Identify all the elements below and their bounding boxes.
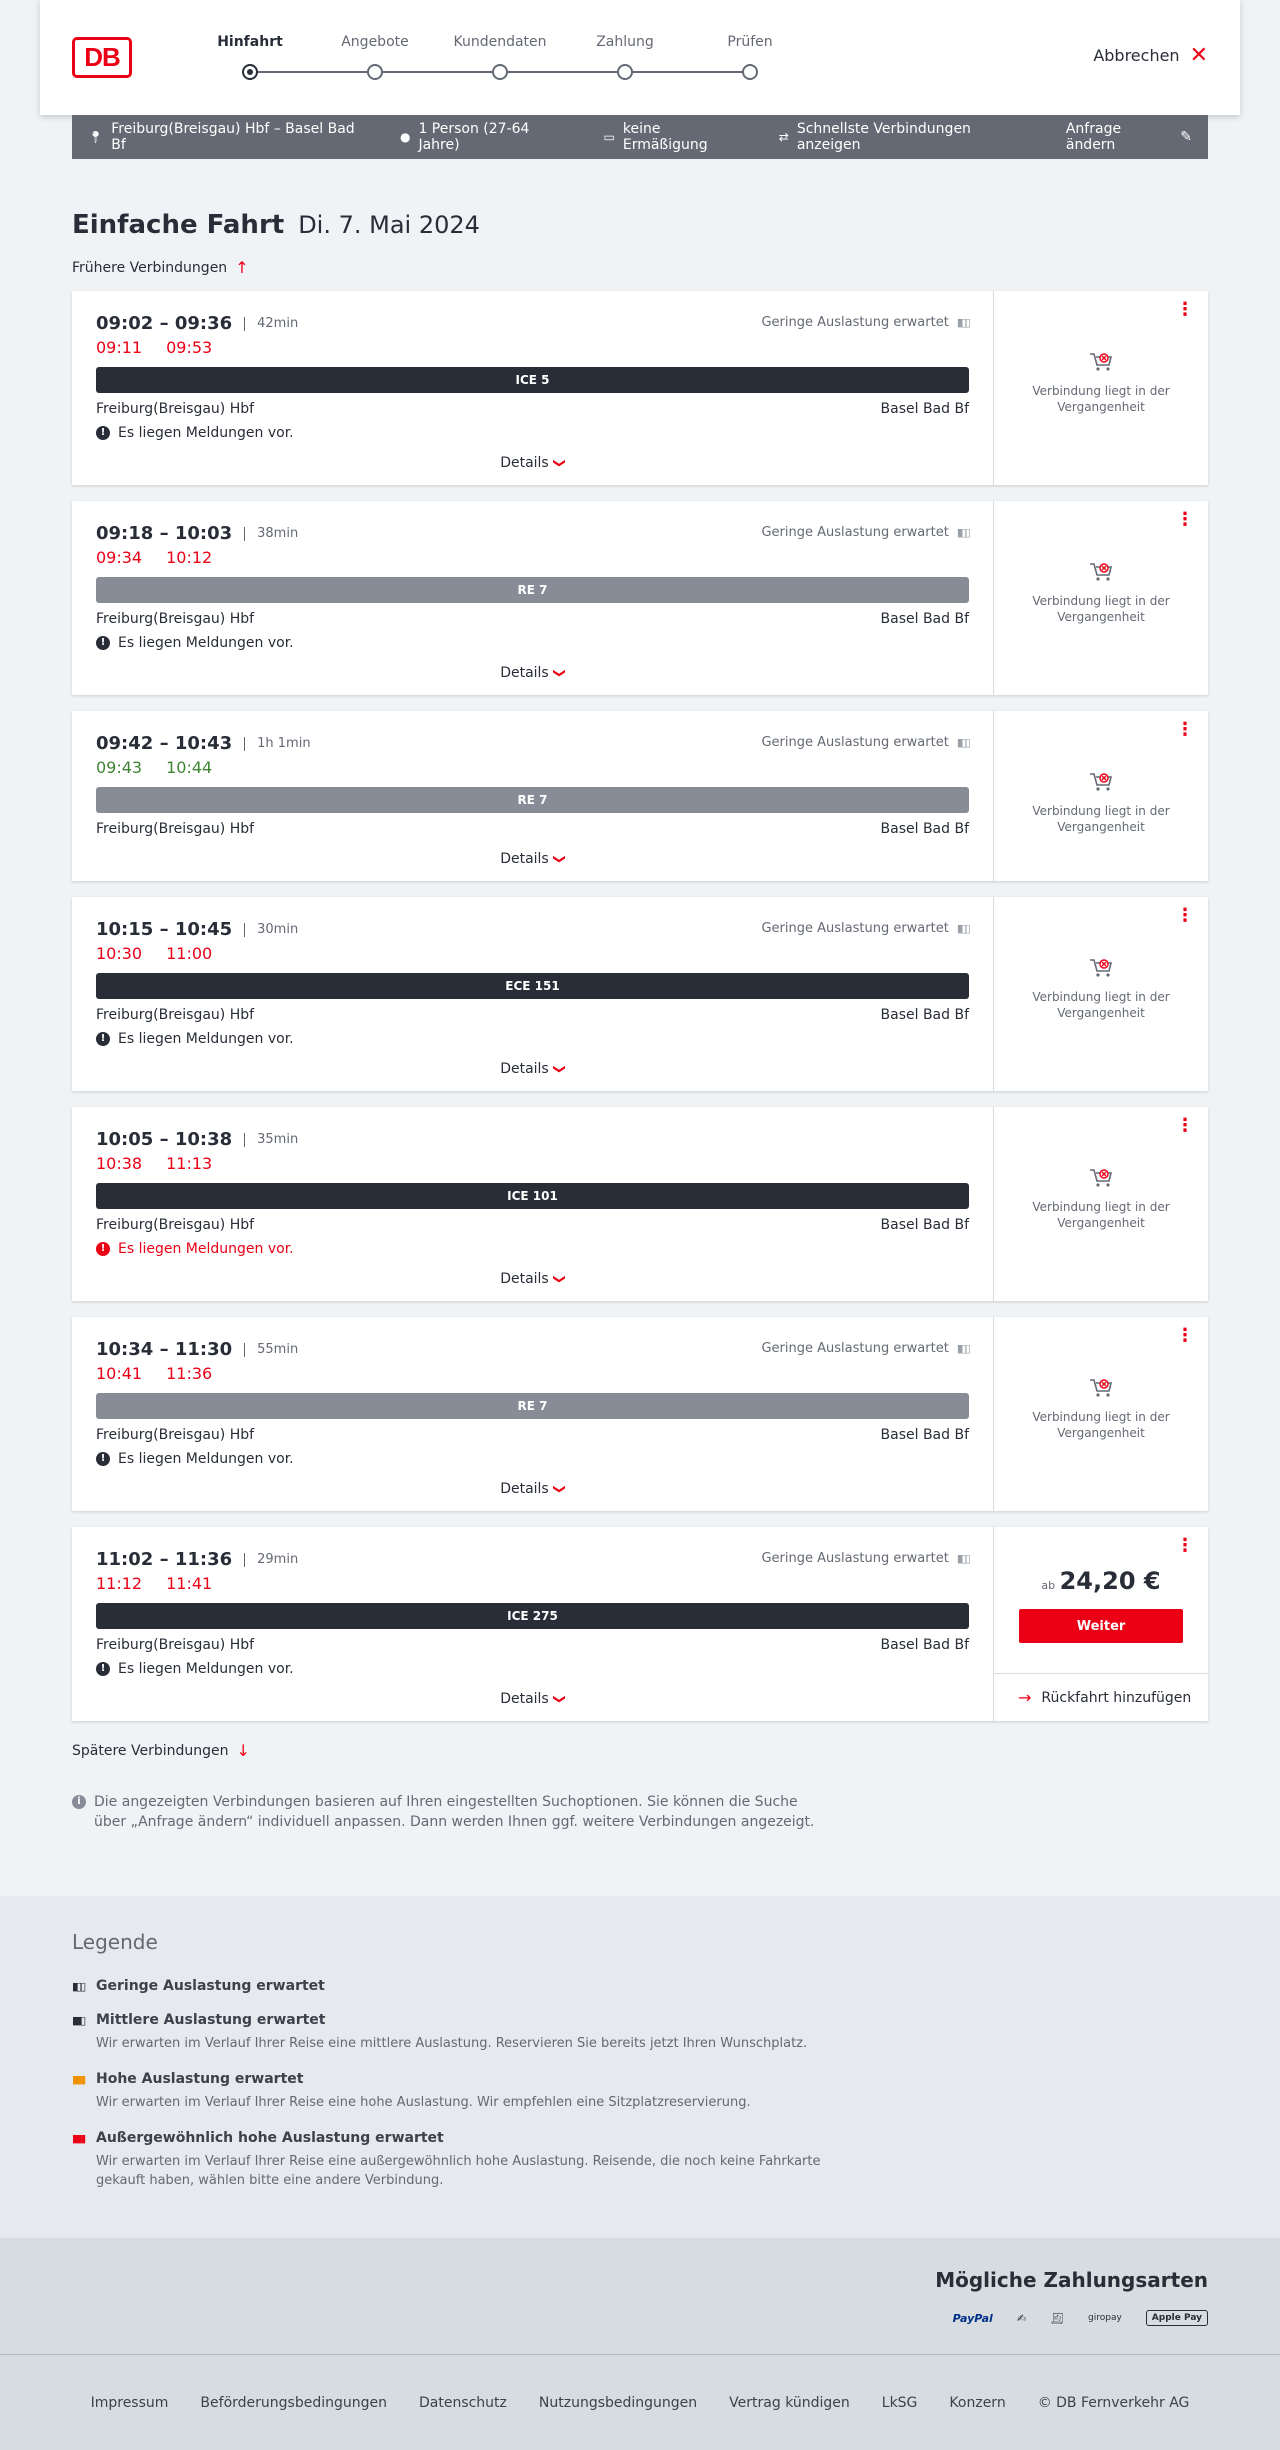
- chevron-down-icon: ❯: [552, 1693, 567, 1705]
- earlier-connections-link[interactable]: [72, 258, 1208, 277]
- bahncard-icon: ▭: [603, 130, 615, 144]
- planned-times: 09:42 – 10:43: [96, 733, 233, 754]
- legend-name: Hohe Auslastung erwartet: [96, 2071, 304, 2087]
- more-options-icon[interactable]: ⋮: [1176, 905, 1194, 926]
- past-connection-text: Verbindung liegt in der Vergangenheit: [1032, 384, 1170, 414]
- train-bar[interactable]: RE 7: [96, 787, 969, 813]
- past-connection-notice: [994, 957, 1208, 1021]
- details-toggle[interactable]: [96, 1481, 969, 1497]
- station-row: [96, 1217, 969, 1233]
- service-message[interactable]: [96, 635, 969, 651]
- discount-summary: [604, 121, 747, 153]
- past-connection-text: Verbindung liegt in der Vergangenheit: [1032, 594, 1170, 624]
- details-label: Details: [500, 665, 549, 681]
- legend-description: Wir erwarten im Verlauf Ihrer Reise eine außergewöhnlich hohe Auslastung. Reisende, die noch keine Fahrkarte gekauft haben, wählen bitte eine andere Verbindung.: [96, 2154, 821, 2188]
- price-value: 24,20 €: [1059, 1567, 1161, 1595]
- realtime-times: [96, 338, 969, 357]
- alert-icon: !: [96, 1032, 110, 1046]
- details-label: Details: [500, 1061, 549, 1077]
- connection-card: [72, 291, 1208, 485]
- legend-item: [72, 2130, 1208, 2190]
- legend-body: [96, 1978, 325, 1994]
- planned-times: 11:02 – 11:36: [96, 1549, 233, 1570]
- realtime-times: [96, 1574, 969, 1593]
- add-return-trip-label: Rückfahrt hinzufügen: [1041, 1689, 1192, 1706]
- payment-section: [0, 2238, 1280, 2354]
- departure-station: Freiburg(Breisgau) Hbf: [96, 1007, 255, 1023]
- realtime-arrival: 10:44: [166, 758, 213, 777]
- legend-title: Legende: [72, 1930, 158, 1954]
- close-icon: ✕: [1189, 42, 1208, 68]
- service-message[interactable]: [96, 425, 969, 441]
- details-label: Details: [500, 1691, 549, 1707]
- occupancy-level-3-icon: ▮▮▮: [72, 2073, 85, 2086]
- arrival-station: Basel Bad Bf: [880, 1007, 969, 1023]
- add-return-trip-link[interactable]: [994, 1673, 1208, 1721]
- cancel-button[interactable]: [1093, 42, 1208, 68]
- main-content: [72, 160, 1208, 1832]
- legend-description: Wir erwarten im Verlauf Ihrer Reise eine hohe Auslastung. Wir empfehlen eine Sitzplatzreservierung.: [96, 2095, 751, 2110]
- service-message[interactable]: [96, 1661, 969, 1677]
- realtime-departure: 09:34: [96, 548, 143, 567]
- connection-details: [72, 897, 994, 1091]
- legend-body: [96, 2130, 856, 2190]
- train-bar[interactable]: ECE 151: [96, 973, 969, 999]
- more-options-icon[interactable]: ⋮: [1176, 1115, 1194, 1136]
- alert-icon: !: [96, 1242, 110, 1256]
- arrival-station: Basel Bad Bf: [880, 1427, 969, 1443]
- page-header: [0, 0, 1280, 160]
- realtime-times: [96, 1364, 969, 1383]
- occupancy-indicator: [761, 1341, 969, 1356]
- service-message[interactable]: [96, 1031, 969, 1047]
- connection-offer: [994, 711, 1208, 881]
- location-pin-icon: 📍︎: [88, 130, 104, 144]
- details-toggle[interactable]: [96, 1271, 969, 1287]
- realtime-arrival: 11:00: [166, 944, 213, 963]
- connection-details: [72, 1107, 994, 1301]
- connection-offer: [994, 1317, 1208, 1511]
- realtime-departure: 10:38: [96, 1154, 143, 1173]
- service-message-text: Es liegen Meldungen vor.: [118, 1241, 294, 1257]
- travel-duration: 42min: [244, 317, 298, 331]
- occupancy-low-icon: ▮▯▯: [956, 1552, 969, 1565]
- past-connection-text: Verbindung liegt in der Vergangenheit: [1032, 1410, 1170, 1440]
- legend-description: Wir erwarten im Verlauf Ihrer Reise eine mittlere Auslastung. Reservieren Sie bereits jetzt Ihren Wunschplatz.: [96, 2036, 808, 2051]
- footer-link[interactable]: Konzern: [949, 2394, 1006, 2411]
- departure-station: Freiburg(Breisgau) Hbf: [96, 1427, 255, 1443]
- arrival-station: Basel Bad Bf: [880, 1637, 969, 1653]
- arrival-station: Basel Bad Bf: [880, 1217, 969, 1233]
- stepper-step[interactable]: [315, 34, 435, 80]
- footer-link[interactable]: LkSG: [881, 2394, 918, 2411]
- realtime-arrival: 09:53: [166, 338, 213, 357]
- cart-unavailable-icon: [1088, 771, 1114, 793]
- station-row: [96, 1427, 969, 1443]
- train-bar[interactable]: RE 7: [96, 1393, 969, 1419]
- connection-details: [72, 501, 994, 695]
- cart-unavailable-icon: [1088, 1167, 1114, 1189]
- route-text: Freiburg(Breisgau) Hbf – Basel Bad Bf: [111, 121, 355, 153]
- connection-times: [96, 1129, 969, 1150]
- chevron-down-icon: ❯: [552, 1063, 567, 1075]
- travel-duration: 55min: [244, 1343, 298, 1357]
- past-connection-notice: [994, 561, 1208, 625]
- later-connections-link[interactable]: [72, 1741, 1208, 1760]
- realtime-times: [96, 758, 969, 777]
- travel-duration: 1h 1min: [244, 737, 310, 751]
- page-footer: [0, 2354, 1280, 2450]
- stepper-step[interactable]: [690, 34, 810, 80]
- service-message-text: Es liegen Meldungen vor.: [118, 635, 294, 651]
- step-label: Hinfahrt: [217, 34, 283, 50]
- connection-card: [72, 1527, 1208, 1721]
- later-connections-label: Spätere Verbindungen: [72, 1742, 229, 1759]
- occupancy-low-icon: ▮▯▯: [956, 316, 969, 329]
- step-label: Prüfen: [727, 34, 773, 50]
- search-summary-bar: [72, 115, 1208, 159]
- legend-body: [96, 2071, 856, 2112]
- realtime-arrival: 10:12: [166, 548, 213, 567]
- service-message-text: Es liegen Meldungen vor.: [118, 1031, 294, 1047]
- db-logo[interactable]: DB: [72, 37, 132, 78]
- fastest-text: Schnellste Verbindungen anzeigen: [796, 121, 971, 153]
- cart-unavailable-icon: [1088, 1377, 1114, 1399]
- details-toggle[interactable]: [96, 665, 969, 681]
- realtime-times: [96, 944, 969, 963]
- details-toggle[interactable]: [96, 1691, 969, 1707]
- occupancy-text: Geringe Auslastung erwartet: [761, 1341, 949, 1356]
- details-toggle[interactable]: [96, 1061, 969, 1077]
- connection-card: [72, 897, 1208, 1091]
- occupancy-text: Geringe Auslastung erwartet: [761, 735, 949, 750]
- occupancy-indicator: [761, 735, 969, 750]
- swap-arrows-icon: ⇄: [778, 130, 789, 144]
- payment-title: Mögliche Zahlungsarten: [935, 2268, 1208, 2292]
- step-label: Kundendaten: [453, 34, 547, 50]
- cart-unavailable-icon: [1088, 957, 1114, 979]
- departure-station: Freiburg(Breisgau) Hbf: [96, 401, 255, 417]
- passenger-text: 1 Person (27-64 Jahre): [418, 121, 530, 153]
- earlier-connections-label: Frühere Verbindungen: [72, 259, 228, 276]
- train-bar[interactable]: ICE 275: [96, 1603, 969, 1629]
- connection-offer: [994, 1527, 1208, 1721]
- realtime-departure: 09:43: [96, 758, 143, 777]
- search-info-note: [72, 1792, 832, 1832]
- legend-name: Geringe Auslastung erwartet: [96, 1978, 325, 1994]
- change-request-button[interactable]: [1066, 121, 1192, 153]
- occupancy-indicator: [761, 921, 969, 936]
- past-connection-notice: [994, 1167, 1208, 1231]
- chevron-down-icon: ❯: [552, 457, 567, 469]
- departure-station: Freiburg(Breisgau) Hbf: [96, 611, 255, 627]
- departure-station: Freiburg(Breisgau) Hbf: [96, 1217, 255, 1233]
- stepper-step[interactable]: [565, 34, 685, 80]
- realtime-departure: 09:11: [96, 338, 143, 357]
- details-toggle[interactable]: [96, 455, 969, 471]
- details-label: Details: [500, 455, 549, 471]
- step-dot: [492, 64, 508, 80]
- giropay-icon: giropay: [1088, 2313, 1122, 2323]
- chevron-down-icon: ❯: [552, 853, 567, 865]
- footer-link[interactable]: Beförderungsbedingungen: [200, 2394, 387, 2411]
- cart-unavailable-icon: [1088, 351, 1114, 373]
- connection-details: [72, 1317, 994, 1511]
- past-connection-text: Verbindung liegt in der Vergangenheit: [1032, 1200, 1170, 1230]
- service-message-text: Es liegen Meldungen vor.: [118, 1451, 294, 1467]
- past-connection-notice: [994, 351, 1208, 415]
- more-options-icon[interactable]: ⋮: [1176, 719, 1194, 740]
- occupancy-indicator: [761, 315, 969, 330]
- realtime-departure: 11:12: [96, 1574, 143, 1593]
- connection-details: [72, 1527, 994, 1721]
- realtime-arrival: 11:36: [166, 1364, 213, 1383]
- service-message-text: Es liegen Meldungen vor.: [118, 425, 294, 441]
- person-icon: ●: [399, 130, 411, 144]
- legend-name: Mittlere Auslastung erwartet: [96, 2012, 326, 2028]
- connection-card: [72, 711, 1208, 881]
- occupancy-level-4-icon: ▮▮▮: [72, 2132, 85, 2145]
- occupancy-level-2-icon: ▮▮▯: [72, 2014, 85, 2027]
- alert-icon: !: [96, 636, 110, 650]
- footer-link[interactable]: Impressum: [90, 2394, 169, 2411]
- details-label: Details: [500, 1271, 549, 1287]
- legend-section: [0, 1896, 1280, 2238]
- info-text: Die angezeigten Verbindungen basieren auf Ihren eingestellten Suchoptionen. Sie können die Suche über „Anfrage ändern“ individuell anpassen. Dann werden Ihnen ggf. weitere Verbindungen angezeigt.: [94, 1794, 815, 1830]
- occupancy-text: Geringe Auslastung erwartet: [761, 1551, 949, 1566]
- footer-link[interactable]: Vertrag kündigen: [729, 2394, 850, 2411]
- past-connection-text: Verbindung liegt in der Vergangenheit: [1032, 990, 1170, 1020]
- station-row: [96, 1007, 969, 1023]
- realtime-arrival: 11:41: [166, 1574, 213, 1593]
- direct-debit-icon: ✍: [1016, 2311, 1027, 2325]
- realtime-times: [96, 548, 969, 567]
- page-title: [72, 210, 1208, 240]
- connection-card: [72, 501, 1208, 695]
- occupancy-text: Geringe Auslastung erwartet: [761, 921, 949, 936]
- info-icon: i: [72, 1795, 86, 1809]
- train-bar[interactable]: ICE 101: [96, 1183, 969, 1209]
- travel-duration: 29min: [244, 1553, 298, 1567]
- departure-station: Freiburg(Breisgau) Hbf: [96, 821, 255, 837]
- planned-times: 10:15 – 10:45: [96, 919, 233, 940]
- service-message-text: Es liegen Meldungen vor.: [118, 1661, 294, 1677]
- station-row: [96, 1637, 969, 1653]
- more-options-icon[interactable]: ⋮: [1176, 299, 1194, 320]
- station-row: [96, 401, 969, 417]
- planned-times: 10:34 – 11:30: [96, 1339, 233, 1360]
- connection-offer: [994, 291, 1208, 485]
- occupancy-indicator: [761, 525, 969, 540]
- occupancy-low-icon: ▮▯▯: [956, 1342, 969, 1355]
- realtime-departure: 10:30: [96, 944, 143, 963]
- step-dot: [367, 64, 383, 80]
- planned-times: 09:18 – 10:03: [96, 523, 233, 544]
- station-row: [96, 611, 969, 627]
- realtime-departure: 10:41: [96, 1364, 143, 1383]
- step-dot: [242, 64, 258, 80]
- step-label: Angebote: [341, 34, 409, 50]
- stepper-step[interactable]: [440, 34, 560, 80]
- header-card: [40, 0, 1240, 115]
- stepper-step[interactable]: [190, 34, 310, 80]
- arrow-down-icon: ↓: [236, 1741, 250, 1760]
- legend-body: [96, 2012, 856, 2053]
- realtime-arrival: 11:13: [166, 1154, 213, 1173]
- continue-button[interactable]: Weiter: [1019, 1609, 1183, 1643]
- price-row: [994, 1567, 1208, 1595]
- arrival-station: Basel Bad Bf: [880, 401, 969, 417]
- trip-date: Di. 7. Mai 2024: [298, 211, 480, 239]
- service-message[interactable]: [96, 1241, 969, 1257]
- connection-details: [72, 291, 994, 485]
- arrow-up-icon: ↑: [235, 258, 249, 277]
- chevron-down-icon: ❯: [552, 1483, 567, 1495]
- occupancy-low-icon: ▮▯▯: [956, 526, 969, 539]
- train-bar[interactable]: ICE 5: [96, 367, 969, 393]
- pencil-icon: ✎: [1180, 129, 1193, 145]
- sepa-invoice-icon: 🧾︎: [1050, 2311, 1065, 2325]
- occupancy-indicator: [761, 1551, 969, 1566]
- train-bar[interactable]: RE 7: [96, 577, 969, 603]
- past-connection-notice: [994, 771, 1208, 835]
- footer-link[interactable]: Nutzungsbedingungen: [538, 2394, 698, 2411]
- footer-link[interactable]: Datenschutz: [418, 2394, 507, 2411]
- arrival-station: Basel Bad Bf: [880, 821, 969, 837]
- discount-text: keine Ermäßigung: [622, 121, 708, 153]
- occupancy-level-1-icon: ▮▯▯: [72, 1980, 85, 1993]
- legend-item: [72, 2071, 1208, 2112]
- travel-duration: 30min: [244, 923, 298, 937]
- legend-name: Außergewöhnlich hohe Auslastung erwartet: [96, 2130, 444, 2146]
- step-dot: [742, 64, 758, 80]
- travel-duration: 35min: [244, 1133, 298, 1147]
- details-label: Details: [500, 1481, 549, 1497]
- planned-times: 09:02 – 09:36: [96, 313, 233, 334]
- price-prefix: ab: [1041, 1579, 1056, 1592]
- connection-details: [72, 711, 994, 881]
- route-summary: [88, 121, 368, 153]
- cancel-label: Abbrechen: [1093, 46, 1180, 65]
- connection-offer: [994, 1107, 1208, 1301]
- connection-offer: [994, 501, 1208, 695]
- connection-card: [72, 1107, 1208, 1301]
- chevron-down-icon: ❯: [552, 667, 567, 679]
- connection-offer: [994, 897, 1208, 1091]
- occupancy-low-icon: ▮▯▯: [956, 736, 969, 749]
- connection-card: [72, 1317, 1208, 1511]
- arrow-right-icon: →: [1018, 1688, 1032, 1707]
- passenger-summary: [400, 121, 572, 153]
- details-label: Details: [500, 851, 549, 867]
- past-connection-text: Verbindung liegt in der Vergangenheit: [1032, 804, 1170, 834]
- travel-duration: 38min: [244, 527, 298, 541]
- alert-icon: !: [96, 1662, 110, 1676]
- planned-times: 10:05 – 10:38: [96, 1129, 233, 1150]
- departure-station: Freiburg(Breisgau) Hbf: [96, 1637, 255, 1653]
- realtime-times: [96, 1154, 969, 1173]
- payment-methods: [72, 2310, 1208, 2326]
- more-options-icon[interactable]: ⋮: [1176, 509, 1194, 530]
- alert-icon: !: [96, 1452, 110, 1466]
- occupancy-text: Geringe Auslastung erwartet: [761, 315, 949, 330]
- cart-unavailable-icon: [1088, 561, 1114, 583]
- more-options-icon[interactable]: ⋮: [1176, 1325, 1194, 1346]
- chevron-down-icon: ❯: [552, 1273, 567, 1285]
- connection-list: [72, 291, 1208, 1721]
- step-label: Zahlung: [596, 34, 654, 50]
- station-row: [96, 821, 969, 837]
- legend-item: [72, 2012, 1208, 2053]
- change-request-label: Anfrage ändern: [1065, 121, 1122, 153]
- trip-type: Einfache Fahrt: [72, 210, 285, 240]
- service-message[interactable]: [96, 1451, 969, 1467]
- occupancy-low-icon: ▮▯▯: [956, 922, 969, 935]
- more-options-icon[interactable]: ⋮: [1176, 1535, 1194, 1556]
- past-connection-notice: [994, 1377, 1208, 1441]
- apple-pay-icon: Apple Pay: [1146, 2310, 1208, 2326]
- step-dot: [617, 64, 633, 80]
- booking-stepper: [210, 34, 810, 84]
- occupancy-text: Geringe Auslastung erwartet: [761, 525, 949, 540]
- fastest-summary: [779, 121, 1034, 153]
- paypal-icon: PayPal: [952, 2311, 993, 2325]
- alert-icon: !: [96, 426, 110, 440]
- arrival-station: Basel Bad Bf: [880, 611, 969, 627]
- legend-item: [72, 1978, 1208, 1994]
- footer-link[interactable]: © DB Fernverkehr AG: [1037, 2394, 1190, 2411]
- details-toggle[interactable]: [96, 851, 969, 867]
